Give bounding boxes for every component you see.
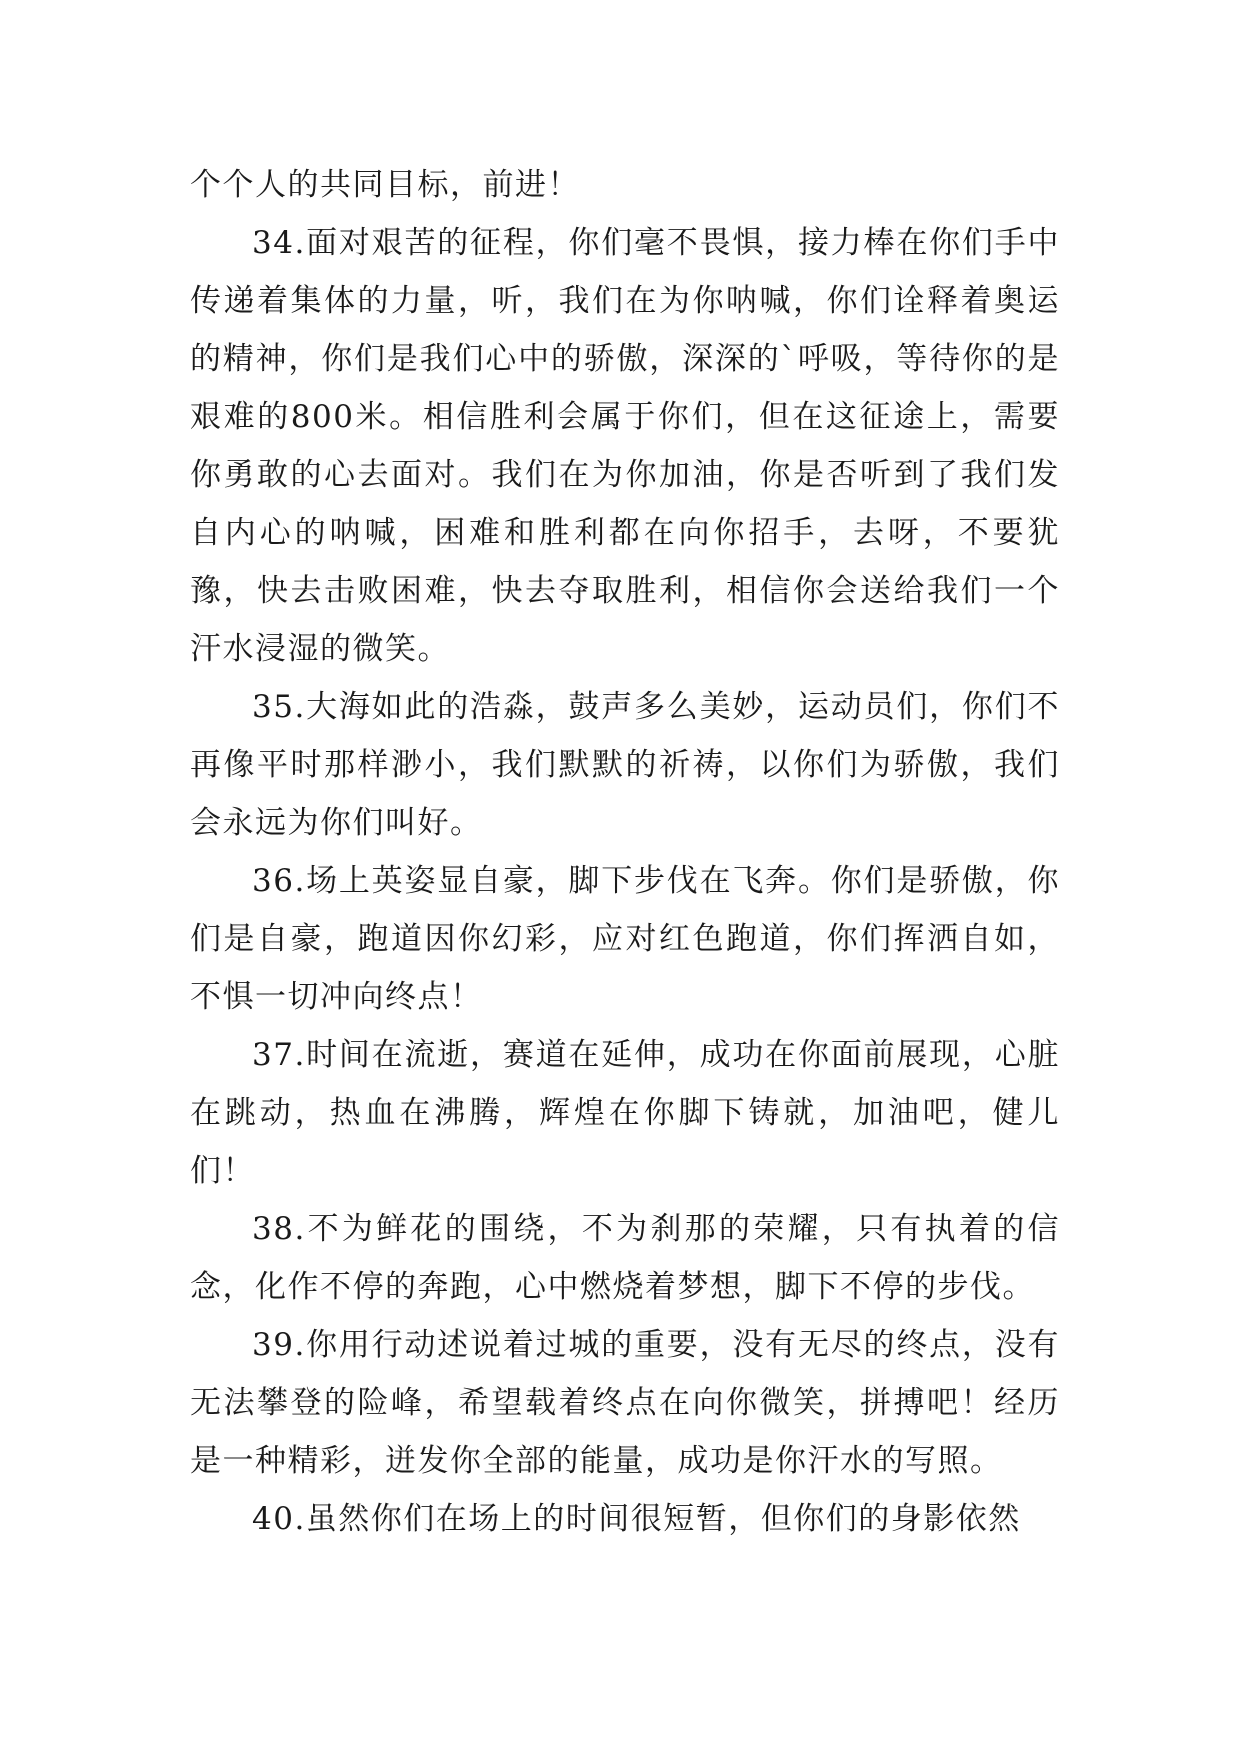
paragraph-continuation: 个个人的共同目标，前进！ — [190, 167, 580, 203]
body-text — [190, 156, 1060, 1548]
paragraph-39: 39.你用行动述说着过城的重要，没有无尽的终点，没有无法攀登的险峰，希望载着终点在向你微笑，拼搏吧！经历是一种精彩，迸发你全部的能量，成功是你汗水的写照。 — [190, 1327, 1060, 1479]
paragraph-34: 34.面对艰苦的征程，你们毫不畏惧，接力棒在你们手中传递着集体的力量，听，我们在为你呐喊，你们诠释着奥运的精神，你们是我们心中的骄傲，深深的`呼吸，等待你的是艰难的800米。相信胜利会属于你们，但在这征途上，需要你勇敢的心去面对。我们在为你加油，你是否听到了我们发自内心的呐喊，困难和胜利都在向你招手，去呀，不要犹豫，快去击败困难，快去夺取胜利，相信你会送给我们一个汗水浸湿的微笑。 — [190, 225, 1060, 667]
paragraph-36: 36.场上英姿显自豪，脚下步伐在飞奔。你们是骄傲，你们是自豪，跑道因你幻彩，应对红色跑道，你们挥洒自如，不惧一切冲向终点！ — [190, 863, 1060, 1015]
paragraph-38: 38.不为鲜花的围绕，不为刹那的荣耀，只有执着的信念，化作不停的奔跑，心中燃烧着梦想，脚下不停的步伐。 — [190, 1211, 1060, 1305]
paragraph-35: 35.大海如此的浩淼，鼓声多么美妙，运动员们，你们不再像平时那样渺小，我们默默的祈祷，以你们为骄傲，我们会永远为你们叫好。 — [190, 689, 1060, 841]
paragraph-37: 37.时间在流逝，赛道在延伸，成功在你面前展现，心脏在跳动，热血在沸腾，辉煌在你脚下铸就，加油吧，健儿们！ — [190, 1037, 1060, 1189]
paragraph-40: 40.虽然你们在场上的时间很短暂，但你们的身影依然 — [252, 1501, 1021, 1537]
